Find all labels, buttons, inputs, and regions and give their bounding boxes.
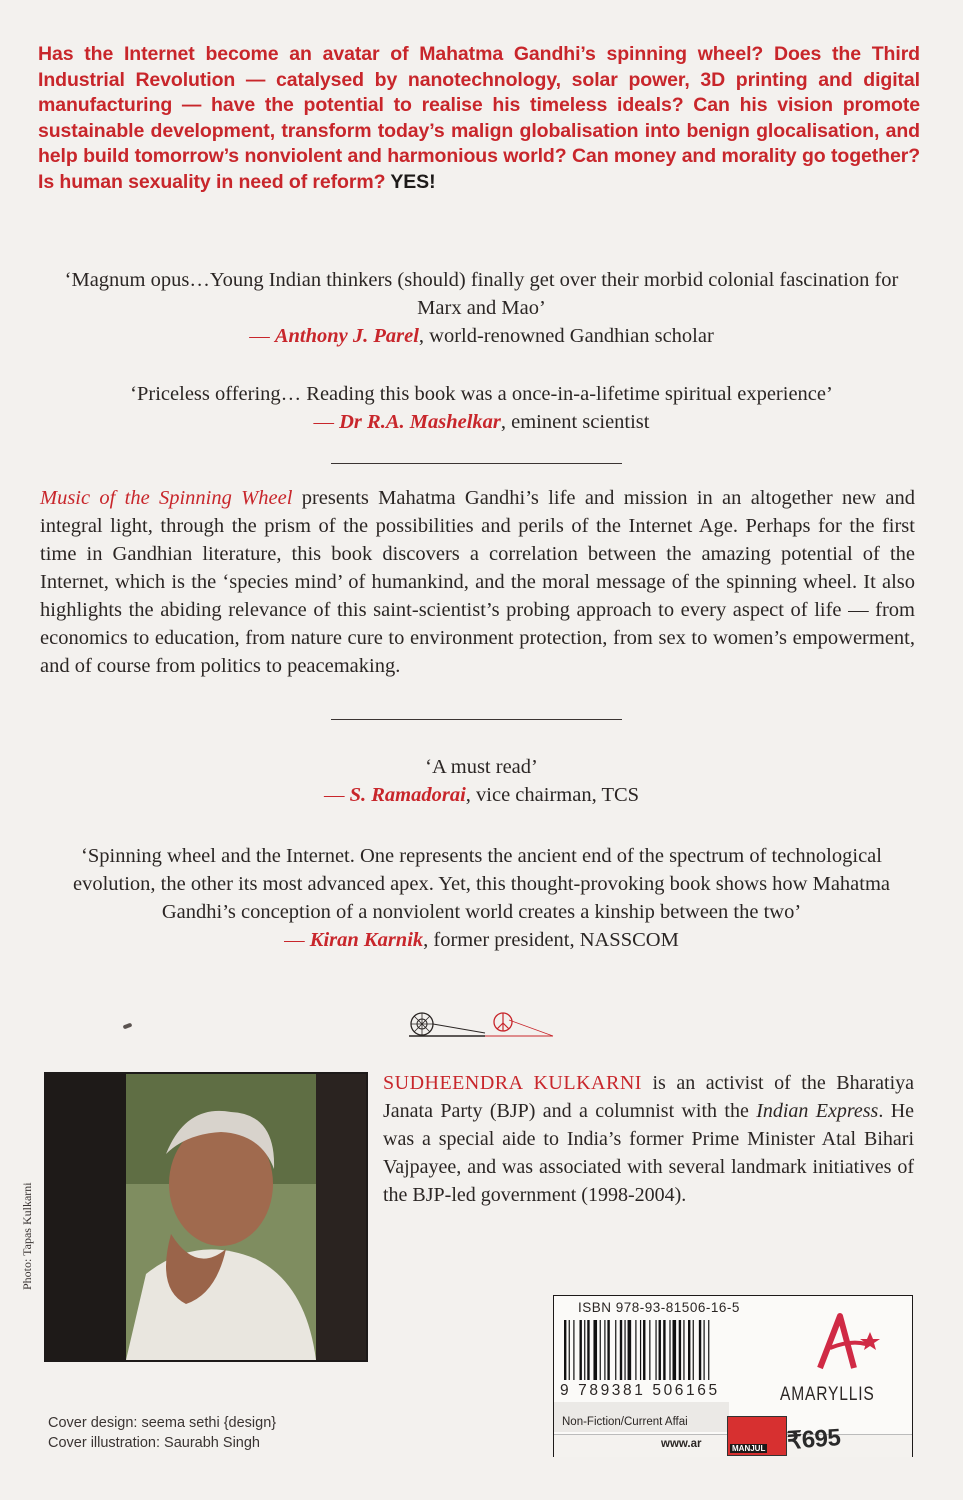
quote-author: Anthony J. Parel	[274, 325, 419, 347]
blurb-answer: YES!	[390, 170, 436, 193]
quote-author: S. Ramadorai	[349, 784, 466, 806]
quote-role: , vice chairman, TCS	[465, 784, 640, 806]
quote-attribution: — Dr R.A. Mashelkar, eminent scientist	[313, 411, 650, 433]
price-label: ₹695	[786, 1424, 842, 1455]
spinning-wheel-peace-icon	[405, 1006, 555, 1040]
cover-design-credit: Cover design: seema sethi {design}	[48, 1415, 277, 1431]
book-description	[40, 484, 915, 680]
quote-attribution: — S. Ramadorai, vice chairman, TCS	[323, 784, 640, 806]
amaryllis-logo-icon	[810, 1310, 890, 1370]
isbn-label: ISBN 978-93-81506-16-5	[578, 1300, 740, 1315]
quote-text: ‘Spinning wheel and the Internet. One represents the ancient end of the spectrum of technological evolution, the other its most advanced apex. Yet, this thought-provoking book shows how Mahatma Gandhi’s conception of a nonviolent world creates a kinship between the two’	[72, 845, 891, 923]
publication-name: Indian Express	[756, 1100, 879, 1122]
quote-author: Kiran Karnik	[309, 929, 424, 951]
cover-illustration-credit: Cover illustration: Saurabh Singh	[48, 1435, 260, 1451]
genre-label: Non-Fiction/Current Affai	[554, 1402, 729, 1432]
photo-credit: Photo: Tapas Kulkarni	[20, 1182, 34, 1290]
bio-text-2: . He was a special aide to India’s former Prime Minister Atal Bihari Vajpayee, and was associated with several landmark initiatives of the BJP-led government (1998-2004).	[383, 1100, 915, 1206]
quote-text: ‘Priceless offering… Reading this book was a once-in-a-lifetime spiritual experience’	[130, 383, 833, 405]
barcode-icon	[560, 1320, 756, 1380]
back-cover-blurb	[38, 42, 920, 195]
endorsement-quote-3	[40, 753, 923, 809]
quote-text: ‘A must read’	[425, 756, 538, 778]
quote-role: , eminent scientist	[500, 411, 650, 433]
author-name: SUDHEENDRA KULKARNI	[383, 1072, 642, 1094]
quote-author: Dr R.A. Mashelkar	[339, 411, 501, 433]
bio-text-1: is an activist of the Bharatiya Janata Party (BJP) and a columnist with the	[383, 1072, 914, 1122]
quote-attribution: — Anthony J. Parel, world-renowned Gandhian scholar	[249, 325, 714, 347]
divider-line	[331, 719, 622, 720]
endorsement-quote-2	[40, 380, 923, 436]
website-text: www.ar	[661, 1438, 702, 1450]
quote-text: ‘Magnum opus…Young Indian thinkers (should) finally get over their morbid colonial fascination for Marx and Mao’	[64, 269, 899, 319]
print-speck	[123, 1023, 133, 1030]
divider-line	[331, 463, 622, 464]
author-bio	[383, 1069, 914, 1209]
endorsement-quote-4	[60, 842, 903, 954]
quote-role: , world-renowned Gandhian scholar	[418, 325, 714, 347]
quote-role: , former president, NASSCOM	[423, 929, 679, 951]
author-photo	[44, 1072, 368, 1362]
shop-name: MANJUL	[732, 1444, 766, 1453]
description-text: presents Mahatma Gandhi’s life and mission in an altogether new and integral light, through the prism of the possibilities and perils of the Internet Age. Perhaps for the first time in Gandhian literature, this book discovers a correlation between the amazing potential of the Internet, which is the ‘species mind’ of humankind, and the moral message of the spinning wheel. It also highlights the abiding relevance of this saint-scientist’s probing approach to every aspect of life — from economics to education, from nature cure to environment protection, from sex to women’s empowerment, and of course from politics to peacemaking.	[40, 487, 916, 677]
cover-credits	[48, 1413, 276, 1453]
publisher-name: AMARYLLIS	[780, 1384, 875, 1405]
quote-attribution: — Kiran Karnik, former president, NASSCOM	[284, 929, 679, 951]
blurb-text: Has the Internet become an avatar of Mahatma Gandhi’s spinning wheel? Does the Third Industrial Revolution — catalysed by nanotechnology, solar power, 3D printing and digital manufacturing — have the potential to realise his timeless ideals? Can his vision promote sustainable development, transform today’s malign globalisation into benign glocalisation, and help build tomorrow’s nonviolent and harmonious world? Can money and morality go together? Is human sexuality in need of reform?	[38, 43, 920, 193]
book-title: Music of the Spinning Wheel	[40, 487, 293, 509]
price-sticker	[727, 1416, 787, 1456]
endorsement-quote-1	[40, 266, 923, 350]
barcode-digits: 9 789381 506165	[560, 1382, 720, 1399]
